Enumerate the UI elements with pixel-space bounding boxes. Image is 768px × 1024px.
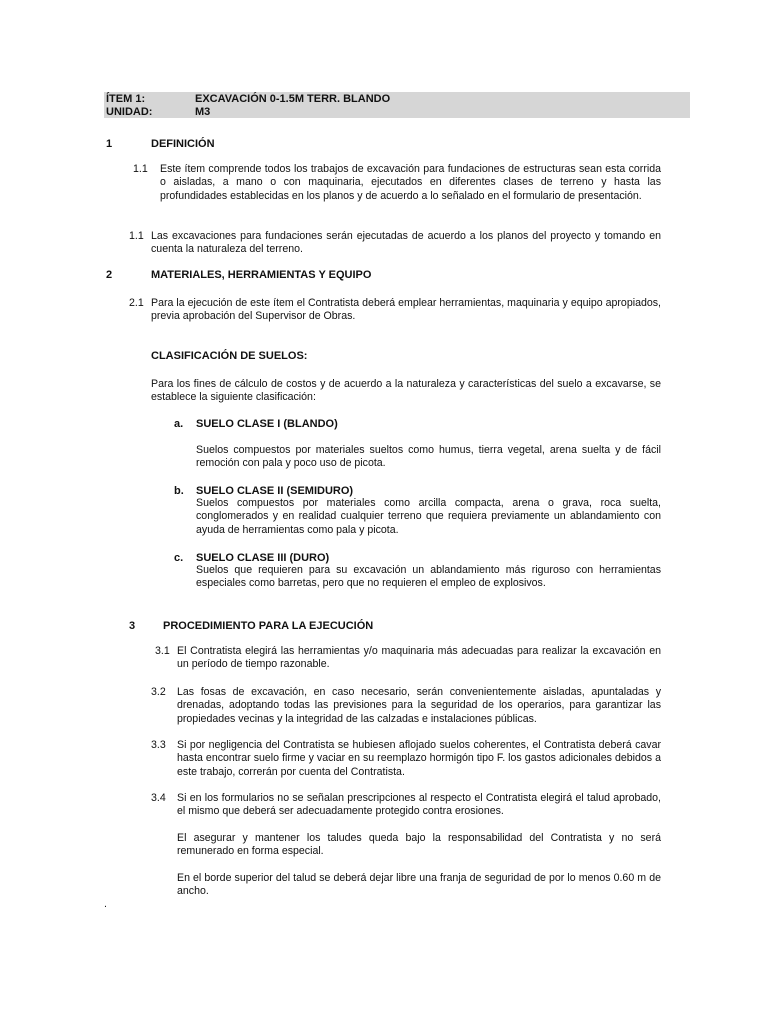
soil-classification-intro: Para los fines de cálculo de costos y de acuerdo a la naturaleza y características del suelo a excavarse, se establece la siguiente clasificación: (151, 378, 661, 404)
para-3-3-number: 3.3 (151, 739, 166, 751)
para-3-2-text: Las fosas de excavación, en caso necesario, serán convenientemente aisladas, apuntaladas y drenadas, adoptando todas las previsiones para la seguridad de los operarios, para garantizar las propiedades vecinas y la integridad de las calzadas e instalaciones públicas. (177, 686, 661, 725)
soil-c-letter: c. (174, 552, 184, 564)
para-3-2-number: 3.2 (151, 686, 166, 698)
unit-value: M3 (195, 106, 211, 118)
soil-a-letter: a. (174, 418, 184, 430)
soil-c-title: SUELO CLASE III (DURO) (196, 552, 330, 564)
para-1-1b-number: 1.1 (129, 230, 144, 242)
para-3-3-text: Si por negligencia del Contratista se hubiesen aflojado suelos coherentes, el Contratista deberá cavar hasta encontrar suelo firme y vaciar en su reemplazo hormigón tipo F. los gastos adicionales debidos a este trabajo, correrán por cuenta del Contratista. (177, 739, 661, 778)
section-3-title: PROCEDIMIENTO PARA LA EJECUCIÓN (163, 620, 374, 632)
para-3-1-number: 3.1 (155, 645, 170, 657)
section-2-number: 2 (106, 269, 113, 281)
soil-classification-title: CLASIFICACIÓN DE SUELOS: (151, 350, 308, 362)
soil-a-title: SUELO CLASE I (BLANDO) (196, 418, 338, 430)
item-value: EXCAVACIÓN 0-1.5M TERR. BLANDO (195, 93, 391, 105)
para-2-1-number: 2.1 (129, 297, 144, 309)
section-1-number: 1 (106, 138, 113, 150)
para-1-1-number: 1.1 (133, 163, 148, 175)
unit-label: UNIDAD: (106, 106, 153, 118)
item-label: ÍTEM 1: (106, 93, 146, 105)
para-3-1-text: El Contratista elegirá las herramientas y/o maquinaria más adecuadas para realizar la excavación en un período de tiempo razonable. (177, 645, 661, 671)
para-3-4-safety-strip: En el borde superior del talud se deberá dejar libre una franja de seguridad de por lo menos 0.60 m de ancho. (177, 872, 661, 898)
soil-b-title: SUELO CLASE II (SEMIDURO) (196, 485, 354, 497)
soil-c-text: Suelos que requieren para su excavación un ablandamiento más riguroso con herramientas especiales como barretas, pero que no requieren el empleo de explosivos. (196, 564, 661, 590)
soil-a-text: Suelos compuestos por materiales sueltos como humus, tierra vegetal, arena suelta y de fácil remoción con pala y poco uso de picota. (196, 444, 661, 470)
para-2-1-text: Para la ejecución de este ítem el Contratista deberá emplear herramientas, maquinaria y equipo apropiados, previa aprobación del Supervisor de Obras. (151, 297, 661, 323)
section-1-title: DEFINICIÓN (151, 138, 215, 150)
soil-b-letter: b. (174, 485, 184, 497)
para-1-1-text: Este ítem comprende todos los trabajos de excavación para fundaciones de estructuras sean esta corrida o aisladas, a mano o con maquinaria, ejecutados en diferentes clases de terreno y hasta las profundidades establecidas en los planos y de acuerdo a lo señalado en el formulario de presentación. (160, 163, 661, 202)
section-3-number: 3 (129, 620, 136, 632)
header-band (104, 92, 690, 118)
para-1-1b-text: Las excavaciones para fundaciones serán ejecutadas de acuerdo a los planos del proyecto y tomando en cuenta la naturaleza del terreno. (151, 230, 661, 256)
para-3-4-text: Si en los formularios no se señalan prescripciones al respecto el Contratista elegirá el talud aprobado, el mismo que deberá ser adecuadamente protegido contra erosiones. (177, 792, 661, 818)
section-2-title: MATERIALES, HERRAMIENTAS Y EQUIPO (151, 269, 372, 281)
para-3-4-slope-responsibility: El asegurar y mantener los taludes queda bajo la responsabilidad del Contratista y no será remunerado en forma especial. (177, 832, 661, 858)
para-3-4-number: 3.4 (151, 792, 166, 804)
footer-mark: . (104, 898, 107, 910)
soil-b-text: Suelos compuestos por materiales como arcilla compacta, arena o grava, roca suelta, conglomerados y en realidad cualquier terreno que requiera previamente un ablandamiento con ayuda de herramientas como pala y picota. (196, 497, 661, 536)
